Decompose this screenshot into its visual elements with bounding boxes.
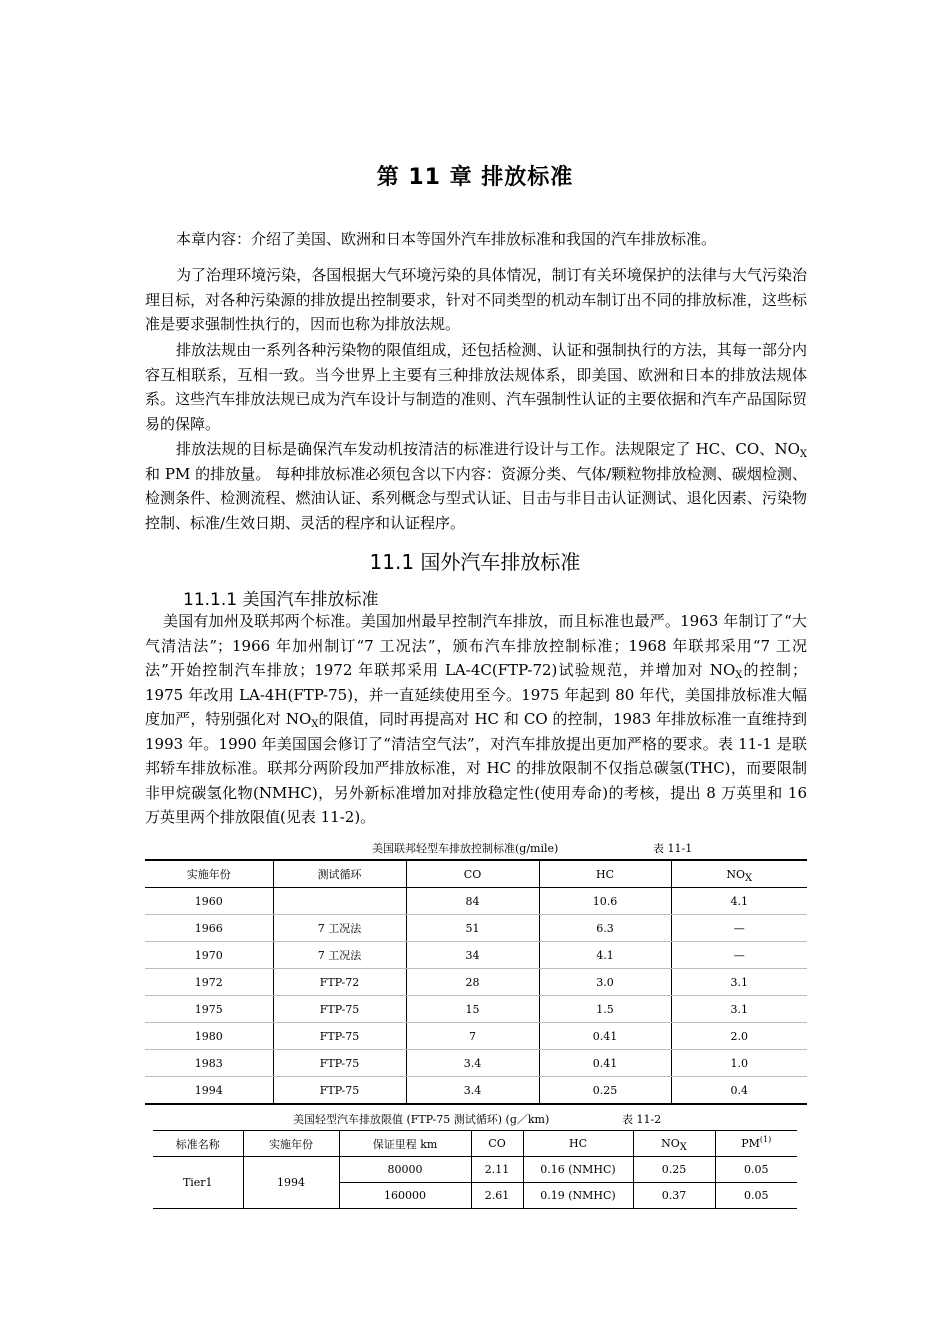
cell-nox: 3.1 [671, 996, 807, 1023]
header-nox: $NO_X$ [671, 860, 807, 888]
cell-hc: 0.16 (NMHC) [523, 1157, 633, 1183]
cell-cycle: 7 工况法 [273, 942, 406, 969]
cell-nox: 4.1 [671, 888, 807, 915]
table-row [145, 969, 807, 996]
cell-nox: 0.25 [633, 1157, 715, 1183]
header-co: CO [471, 1131, 523, 1157]
cell-hc: 1.5 [539, 996, 671, 1023]
cell-pm: 0.05 [715, 1183, 797, 1209]
table-header-row [153, 1131, 797, 1157]
section-title: 11.1 国外汽车排放标准 [369, 550, 581, 574]
header-co: CO [406, 860, 539, 888]
table-row [145, 1050, 807, 1077]
cell-co: 15 [406, 996, 539, 1023]
cell-hc: 0.19 (NMHC) [523, 1183, 633, 1209]
cell-co: 2.11 [471, 1157, 523, 1183]
table-row [145, 888, 807, 915]
cell-pm: 0.05 [715, 1157, 797, 1183]
table1-caption: 美国联邦轻型车排放控制标准(g/mile) [372, 842, 559, 855]
table-row [145, 1077, 807, 1105]
cell-hc: 0.25 [539, 1077, 671, 1105]
paragraph-1: 为了治理环境污染，各国根据大气环境污染的具体情况，制订有关环境保护的法律与大气污染治理目标，对各种污染源的排放提出控制要求，针对不同类型的机动车制订出不同的排放标准，这些标准是要求强制性执行的，因而也称为排放法规。 [145, 266, 807, 333]
header-standard-name: 标准名称 [153, 1131, 243, 1157]
cell-co: 7 [406, 1023, 539, 1050]
cell-co: 28 [406, 969, 539, 996]
table1-label: 表 11-1 [653, 842, 693, 855]
cell-co: 3.4 [406, 1050, 539, 1077]
paragraph-4: 美国有加州及联邦两个标准。美国加州最早控制汽车排放，而且标准也最严。1963 年制订了“大气清洁法”；1966 年加州制订“7 工况法”，颁布汽车排放控制标准；1968 年联邦采用“7 工况法”开始控制汽车排放；1972 年联邦采用 LA-4C(FTP-72)试验规范，并增加对 $NO_X$的控制；1975 年改用 LA-4H(FTP-75)，并一直延续使用至今。1975 年起到 80 年代，美国排放标准大幅度加严，特别强化对 $NO_X$的限值，同时再提高对 HC 和 CO 的控制，1983 年排放标准一直维持到 1993 年。1990 年美国国会修订了“清洁空气法”，对汽车排放提出更加严格的要求。表 11-1 是联邦轿车排放标准。联邦分两阶段加严排放标准，对 HC 的排放限制不仅指总碳氢(THC)，而要限制非甲烷碳氢化物(NMHC)，另外新标准增加对排放稳定性(使用寿命)的考核，提出 8 万英里和 16 万英里两个排放限值(见表 11-2)。 [145, 612, 807, 826]
cell-year: 1966 [145, 915, 273, 942]
header-year: 实施年份 [145, 860, 273, 888]
header-year: 实施年份 [243, 1131, 339, 1157]
cell-nox: 3.1 [671, 969, 807, 996]
cell-cycle: FTP-75 [273, 1023, 406, 1050]
table2-caption: 美国轻型汽车排放限值 (FTP-75 测试循环) (g／km) [293, 1113, 550, 1126]
cell-nox: — [671, 942, 807, 969]
cell-cycle: FTP-75 [273, 1077, 406, 1105]
cell-hc: 10.6 [539, 888, 671, 915]
cell-cycle: FTP-75 [273, 996, 406, 1023]
cell-hc: 0.41 [539, 1050, 671, 1077]
cell-hc: 6.3 [539, 915, 671, 942]
chapter-intro: 本章内容：介绍了美国、欧洲和日本等国外汽车排放标准和我国的汽车排放标准。 [176, 230, 717, 248]
header-hc: HC [523, 1131, 633, 1157]
cell-year: 1960 [145, 888, 273, 915]
table-row [145, 1023, 807, 1050]
table-row [145, 915, 807, 942]
cell-year: 1972 [145, 969, 273, 996]
cell-year: 1994 [145, 1077, 273, 1105]
table-row [145, 996, 807, 1023]
cell-mileage: 80000 [339, 1157, 471, 1183]
cell-year: 1975 [145, 996, 273, 1023]
table2-label: 表 11-2 [622, 1113, 662, 1126]
cell-hc: 4.1 [539, 942, 671, 969]
chapter-title: 第 11 章 排放标准 [376, 165, 574, 190]
header-cycle: 测试循环 [273, 860, 406, 888]
cell-nox: 1.0 [671, 1050, 807, 1077]
cell-year: 1994 [243, 1157, 339, 1209]
paragraph-2: 排放法规由一系列各种污染物的限值组成，还包括检测、认证和强制执行的方法，其每一部分内容互相联系，互相一致。当今世界上主要有三种排放法规体系，即美国、欧洲和日本的排放法规体系。这些汽车排放法规已成为汽车设计与制造的准则、汽车强制性认证的主要依据和汽车产品国际贸易的保障。 [145, 341, 807, 433]
cell-cycle: FTP-75 [273, 1050, 406, 1077]
cell-cycle: 7 工况法 [273, 915, 406, 942]
cell-hc: 0.41 [539, 1023, 671, 1050]
subsection-title: 11.1.1 美国汽车排放标准 [183, 590, 379, 610]
cell-co: 3.4 [406, 1077, 539, 1105]
cell-co: 2.61 [471, 1183, 523, 1209]
emission-table-2 [153, 1130, 797, 1209]
cell-co: 84 [406, 888, 539, 915]
cell-nox: 0.37 [633, 1183, 715, 1209]
cell-year: 1980 [145, 1023, 273, 1050]
header-nox: $NO_X$ [633, 1131, 715, 1157]
cell-nox: 0.4 [671, 1077, 807, 1105]
table-row [145, 942, 807, 969]
header-mileage: 保证里程 km [339, 1131, 471, 1157]
cell-nox: — [671, 915, 807, 942]
cell-year: 1983 [145, 1050, 273, 1077]
cell-mileage: 160000 [339, 1183, 471, 1209]
header-pm: PM$^{(1)}$ [715, 1131, 797, 1157]
cell-cycle [273, 888, 406, 915]
cell-year: 1970 [145, 942, 273, 969]
cell-hc: 3.0 [539, 969, 671, 996]
cell-cycle: FTP-72 [273, 969, 406, 996]
paragraph-3: 排放法规的目标是确保汽车发动机按清洁的标准进行设计与工作。法规限定了 HC、CO、$NO_X$和 PM 的排放量。 每种排放标准必须包含以下内容：资源分类、气体/颗粒物排放检测、碳烟检测、检测条件、检测流程、燃油认证、系列概念与型式认证、目击与非目击认证测试、退化因素、污染物控制、标准/生效日期、灵活的程序和认证程序。 [145, 440, 807, 532]
table-header-row [145, 860, 807, 888]
cell-nox: 2.0 [671, 1023, 807, 1050]
header-hc: HC [539, 860, 671, 888]
cell-co: 34 [406, 942, 539, 969]
cell-co: 51 [406, 915, 539, 942]
table-row [153, 1157, 797, 1183]
emission-table-1 [145, 859, 807, 1105]
cell-standard-name: Tier1 [153, 1157, 243, 1209]
